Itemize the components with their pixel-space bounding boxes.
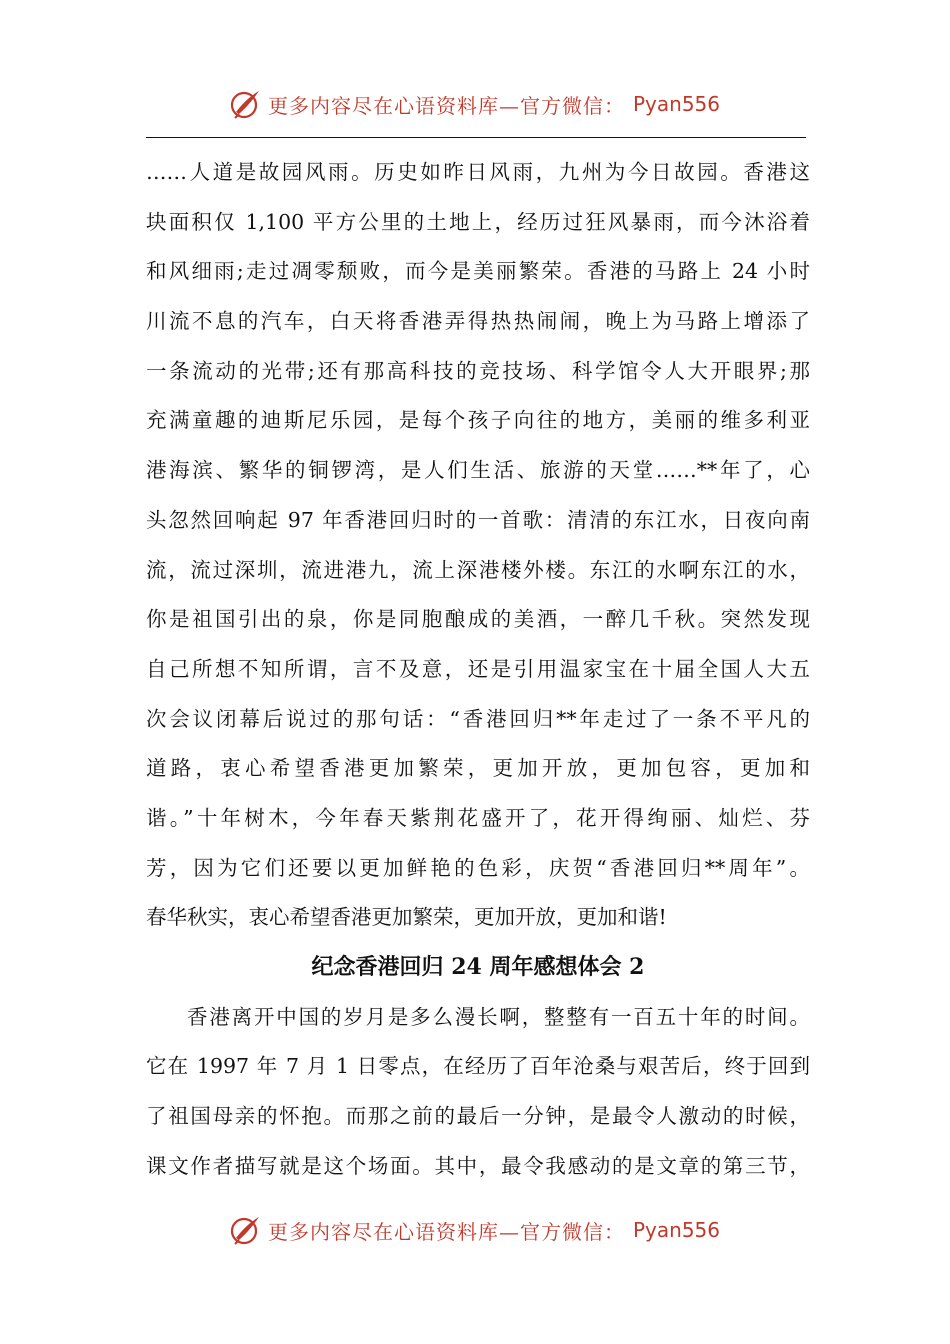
text-line: 道路，衷心希望香港更加繁荣，更加开放，更加包容，更加和 (146, 756, 810, 781)
text-line: 充满童趣的迪斯尼乐园，是每个孩子向往的地方，美丽的维多利亚 (146, 408, 810, 433)
text-line: 自己所想不知所谓，言不及意，还是引用温家宝在十届全国人大五 (146, 656, 810, 681)
text-line: 块面积仅 1,100 平方公里的土地上，经历过狂风暴雨，而今沐浴着 (146, 209, 810, 234)
text-line: 它在 1997 年 7 月 1 日零点，在经历了百年沧桑与艰苦后，终于回到 (146, 1054, 810, 1079)
page-footer (0, 1210, 950, 1250)
quill-seal-icon (230, 1214, 262, 1246)
text-line: 和风细雨;走过凋零颓败，而今是美丽繁荣。香港的马路上 24 小时 (146, 259, 810, 284)
quill-seal-icon (230, 88, 262, 120)
text-line: 芳，因为它们还要以更加鲜艳的色彩，庆贺“香港回归**周年”。 (146, 855, 810, 880)
brand-text: 更多内容尽在心语资料库—官方微信： (267, 1219, 625, 1244)
text-line: 一条流动的光带;还有那高科技的竞技场、科学馆令人大开眼界;那 (146, 358, 810, 383)
text-line: 课文作者描写就是这个场面。其中，最令我感动的是文章的第三节， (146, 1153, 810, 1178)
header-divider (146, 137, 806, 138)
text-line: 了祖国母亲的怀抱。而那之前的最后一分钟，是最令人激动的时候， (146, 1104, 810, 1129)
text-line: 春华秋实，衷心希望香港更加繁荣，更加开放，更加和谐! (146, 905, 667, 930)
text-line: ……人道是故园风雨。历史如昨日风雨，九州为今日故园。香港这 (146, 160, 810, 184)
text-line: 港海滨、繁华的铜锣湾，是人们生活、旅游的天堂……**年了，心 (146, 458, 810, 483)
section-2-paragraph (146, 993, 810, 1192)
wechat-id: Pyan556 (632, 92, 720, 116)
wechat-id: Pyan556 (632, 1218, 720, 1242)
section-1-paragraph (146, 148, 810, 943)
brand-banner (230, 1214, 720, 1246)
text-line: 头忽然回响起 97 年香港回归时的一首歌：清清的东江水，日夜向南 (146, 507, 810, 532)
brand-text: 更多内容尽在心语资料库—官方微信： (267, 93, 625, 118)
text-line: 香港离开中国的岁月是多么漫长啊，整整有一百五十年的时间。 (187, 1004, 810, 1029)
brand-banner (230, 88, 720, 120)
page-header (0, 84, 950, 124)
text-line: 谐。”十年树木，今年春天紫荆花盛开了，花开得绚丽、灿烂、芬 (146, 805, 810, 830)
text-line: 川流不息的汽车，白天将香港弄得热热闹闹，晚上为马路上增添了 (146, 309, 810, 334)
document-body (146, 148, 810, 1191)
text-line: 流，流过深圳，流进港九，流上深港楼外楼。东江的水啊东江的水， (146, 557, 810, 582)
text-line: 你是祖国引出的泉，你是同胞酿成的美酒，一醉几千秋。突然发现 (146, 607, 810, 632)
text-line: 次会议闭幕后说过的那句话：“香港回归**年走过了一条不平凡的 (146, 706, 810, 731)
section-2-heading: 纪念香港回归 24 周年感想体会 2 (311, 954, 645, 980)
